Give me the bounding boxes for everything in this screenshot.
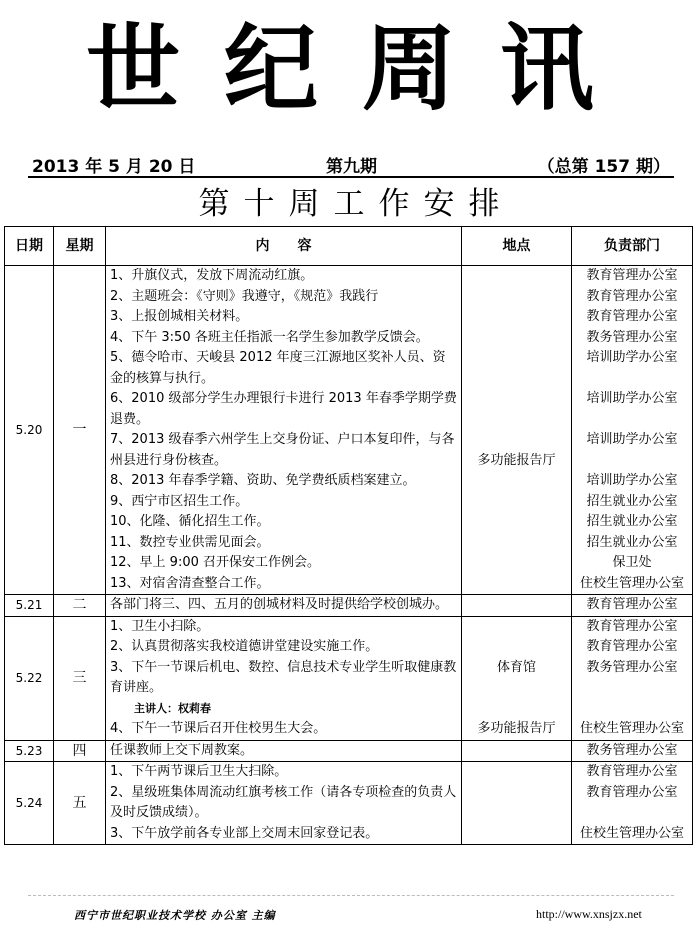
department-label: 教育管理办公室 bbox=[586, 288, 678, 304]
row-weekday: 四 bbox=[54, 740, 106, 762]
header-content: 内 容 bbox=[106, 227, 462, 266]
row-location bbox=[462, 595, 572, 617]
department-label: 招生就业办公室 bbox=[586, 514, 678, 529]
task-item: 6、2010 级部分学生办理银行卡进行 2013 年春季学期学费退费。 bbox=[110, 391, 457, 427]
task-item: 1、升旗仪式，发放下周流动红旗。 bbox=[110, 268, 314, 283]
row-content bbox=[106, 762, 462, 845]
row-location bbox=[462, 740, 572, 762]
issue-number: 第九期 bbox=[326, 157, 377, 177]
department-label: 保卫处 bbox=[612, 555, 652, 570]
footer-url: http://www.xnsjzx.net bbox=[536, 907, 642, 921]
department-label: 教务管理办公室 bbox=[586, 329, 678, 345]
task-item: 4、下午一节课后召开住校男生大会。 bbox=[110, 721, 327, 736]
issue-total: （总第 157 期） bbox=[537, 157, 670, 177]
row-content bbox=[106, 266, 462, 595]
row-date: 5.22 bbox=[5, 616, 54, 740]
task-item: 13、对宿舍清查整合工作。 bbox=[110, 575, 270, 591]
department-label: 教育管理办公室 bbox=[586, 309, 678, 324]
schedule-table bbox=[4, 226, 693, 845]
department-label: 教育管理办公室 bbox=[586, 268, 678, 283]
department-label: 住校生管理办公室 bbox=[579, 575, 684, 591]
location-label: 多功能报告厅 bbox=[477, 452, 556, 468]
task-item: 10、化隆、循化招生工作。 bbox=[110, 514, 270, 529]
task-item: 4、下午 3:50 各班主任指派一名学生参加教学反馈会。 bbox=[110, 329, 429, 345]
department-label: 住校生管理办公室 bbox=[579, 825, 684, 841]
department-label: 培训助学办公室 bbox=[586, 432, 678, 447]
table-row bbox=[5, 616, 693, 740]
location-label: 多功能报告厅 bbox=[477, 721, 556, 736]
row-weekday: 二 bbox=[54, 595, 106, 617]
row-department bbox=[572, 616, 693, 740]
location-label: 体育馆 bbox=[496, 659, 536, 675]
task-item: 任课教师上交下周教案。 bbox=[110, 742, 254, 758]
row-date: 5.23 bbox=[5, 740, 54, 762]
row-location bbox=[462, 762, 572, 845]
row-content bbox=[106, 616, 462, 740]
issue-info-bar bbox=[28, 150, 674, 178]
schedule-title: 第十周工作安排 bbox=[198, 186, 514, 222]
row-department bbox=[572, 266, 693, 595]
row-location bbox=[462, 266, 572, 595]
row-department bbox=[572, 595, 693, 617]
department-label: 教育管理办公室 bbox=[586, 639, 678, 654]
footer-publisher: 西宁市世纪职业技术学校 办公室 主编 bbox=[74, 909, 276, 922]
task-item: 3、下午一节课后机电、数控、信息技术专业学生听取健康教育讲座。 bbox=[110, 659, 457, 695]
issue-date: 2013 年 5 月 20 日 bbox=[32, 157, 196, 177]
row-date: 5.21 bbox=[5, 595, 54, 617]
task-item: 2、认真贯彻落实我校道德讲堂建设实施工作。 bbox=[110, 639, 379, 654]
task-item: 1、下午两节课后卫生大扫除。 bbox=[110, 764, 288, 779]
footer-divider bbox=[28, 895, 674, 896]
department-label: 教务管理办公室 bbox=[586, 659, 678, 675]
task-item: 12、早上 9:00 召开保安工作例会。 bbox=[110, 555, 320, 570]
row-date: 5.20 bbox=[5, 266, 54, 595]
task-item: 3、下午放学前各专业部上交周末回家登记表。 bbox=[110, 825, 379, 841]
task-item: 5、德令哈市、天峻县 2012 年度三江源地区奖补人员、资金的核算与执行。 bbox=[110, 350, 446, 386]
department-label: 培训助学办公室 bbox=[586, 350, 678, 365]
department-label: 教育管理办公室 bbox=[586, 764, 678, 779]
department-label: 住校生管理办公室 bbox=[579, 721, 684, 736]
row-weekday: 一 bbox=[54, 266, 106, 595]
task-item: 2、主题班会：《守则》我遵守，《规范》我践行 bbox=[110, 288, 379, 304]
row-location bbox=[462, 616, 572, 740]
department-label: 培训助学办公室 bbox=[586, 391, 678, 406]
header-date: 日期 bbox=[5, 227, 54, 266]
department-label: 教务管理办公室 bbox=[586, 742, 678, 758]
department-label: 教育管理办公室 bbox=[586, 597, 678, 612]
row-content bbox=[106, 740, 462, 762]
department-label: 招生就业办公室 bbox=[586, 534, 678, 550]
task-item: 3、上报创城相关材料。 bbox=[110, 309, 249, 324]
task-item: 9、西宁市区招生工作。 bbox=[110, 493, 249, 509]
task-item: 8、2013 年春季学籍、资助、免学费纸质档案建立。 bbox=[110, 473, 416, 488]
task-item: 2、星级班集体周流动红旗考核工作（请各专项检查的负责人及时反馈成绩）。 bbox=[110, 784, 457, 820]
table-row bbox=[5, 266, 693, 595]
department-label: 教育管理办公室 bbox=[586, 618, 678, 634]
table-row bbox=[5, 595, 693, 617]
department-label: 招生就业办公室 bbox=[586, 493, 678, 509]
header-weekday: 星期 bbox=[54, 227, 106, 266]
masthead-title: 世纪周讯 bbox=[85, 14, 638, 124]
row-weekday: 三 bbox=[54, 616, 106, 740]
department-label: 培训助学办公室 bbox=[586, 473, 678, 488]
department-label: 教育管理办公室 bbox=[586, 784, 678, 800]
row-date: 5.24 bbox=[5, 762, 54, 845]
task-item: 1、卫生小扫除。 bbox=[110, 618, 210, 634]
header-department: 负责部门 bbox=[572, 227, 693, 266]
row-content bbox=[106, 595, 462, 617]
table-row bbox=[5, 740, 693, 762]
row-department bbox=[572, 762, 693, 845]
speaker-note: 主讲人：权莉春 bbox=[134, 701, 211, 715]
row-department bbox=[572, 740, 693, 762]
table-row bbox=[5, 762, 693, 845]
task-item: 11、数控专业供需见面会。 bbox=[110, 534, 270, 550]
task-item: 7、2013 级春季六州学生上交身份证、户口本复印件，与各州县进行身份核查。 bbox=[110, 432, 455, 468]
task-item: 各部门将三、四、五月的创城材料及时提供给学校创城办。 bbox=[110, 597, 449, 612]
table-header-row bbox=[5, 227, 693, 266]
header-location: 地点 bbox=[462, 227, 572, 266]
row-weekday: 五 bbox=[54, 762, 106, 845]
